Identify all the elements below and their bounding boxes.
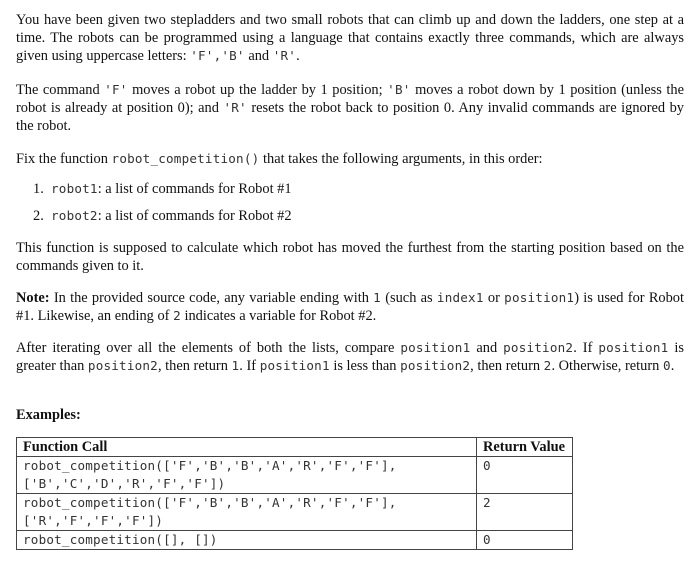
return-value: 0 [483, 532, 491, 547]
table-header-row [17, 438, 573, 457]
note-code: 1 [373, 290, 381, 305]
intro-code-fb: 'F','B' [190, 48, 245, 63]
return-value: 2 [483, 495, 491, 510]
note-label: Note: [16, 290, 50, 306]
commands-paragraph [16, 81, 684, 135]
arg-text: : a list of commands for Robot #1 [97, 181, 292, 197]
after-text: is greater than [16, 340, 684, 374]
return-value-cell [477, 531, 573, 550]
after-code: 2 [543, 358, 552, 373]
after-text: . If [573, 340, 599, 356]
examples-label: Examples: [16, 407, 81, 423]
note-text: In the provided source code, any variable ending with [49, 290, 374, 306]
note-code: index1 [436, 290, 484, 305]
intro-text: You have been given two stepladders and two small robots that can climb up and down the ladders, one step at a time. The robots can be programmed using a language that contains exactly three commands, which are always given using uppercase letters: [16, 12, 684, 64]
after-code: position2 [503, 340, 574, 355]
table-row [17, 531, 573, 550]
header-function-call: Function Call [17, 438, 477, 457]
note-code: 2 [173, 308, 181, 323]
return-value-cell [477, 457, 573, 494]
list-item [33, 207, 292, 234]
function-call-cell [17, 494, 477, 531]
note-code: position1 [504, 290, 575, 305]
after-code: position1 [598, 340, 669, 355]
note-paragraph [16, 289, 684, 325]
after-text: and [470, 340, 504, 356]
header-return-value: Return Value [477, 438, 573, 457]
arg-code: robot1 [51, 181, 98, 196]
table-row [17, 494, 573, 531]
after-text: , then return [157, 358, 232, 374]
function-name: robot_competition() [111, 151, 260, 166]
after-code: 0 [662, 358, 671, 373]
call-line: ['R','F','F','F']) [23, 513, 164, 528]
list-item [33, 180, 292, 207]
call-line: robot_competition([], []) [23, 532, 218, 547]
code-r: 'R' [223, 100, 247, 115]
after-text: , then return [470, 358, 544, 374]
note-text: or [483, 290, 505, 306]
intro-paragraph [16, 11, 684, 65]
after-code: position1 [400, 340, 471, 355]
after-paragraph [16, 339, 684, 375]
after-code: position2 [87, 358, 158, 373]
code-f: 'F' [104, 82, 128, 97]
call-line: robot_competition(['F','B','B','A','R','F','F'], [23, 458, 397, 473]
after-text: is less than [329, 358, 401, 374]
commands-text: moves a robot up the ladder by 1 position; [127, 82, 388, 98]
after-code: 1 [231, 358, 240, 373]
arg-code: robot2 [51, 208, 98, 223]
after-text: . [670, 358, 675, 374]
note-text: indicates a variable for Robot #2. [180, 308, 377, 324]
note-text: ) is used for Robot #1. Likewise, an ending of [16, 290, 685, 324]
fix-paragraph [16, 150, 684, 168]
after-code: position1 [259, 358, 330, 373]
fix-text: Fix the function [16, 151, 112, 167]
commands-text: The command [16, 82, 105, 98]
call-line: robot_competition(['F','B','B','A','R','F','F'], [23, 495, 397, 510]
after-text: . Otherwise, return [551, 358, 663, 374]
note-text: (such as [380, 290, 437, 306]
arg-text: : a list of commands for Robot #2 [97, 208, 292, 224]
after-text: After iterating over all the elements of both the lists, compare [16, 340, 401, 356]
call-line: ['B','C','D','R','F','F']) [23, 476, 226, 491]
function-call-cell [17, 531, 477, 550]
after-text: . If [239, 358, 260, 374]
intro-text: . [296, 48, 300, 64]
table-row [17, 457, 573, 494]
intro-code-r: 'R' [272, 48, 297, 63]
examples-table [16, 437, 573, 550]
argument-list [33, 180, 292, 234]
commands-text: resets the robot back to position 0. Any invalid commands are ignored by the robot. [16, 100, 684, 134]
list-number: 1. [33, 181, 44, 197]
return-value: 0 [483, 458, 491, 473]
code-b: 'B' [387, 82, 411, 97]
return-value-cell [477, 494, 573, 531]
examples-heading [16, 406, 684, 424]
intro-text: and [244, 48, 273, 64]
function-call-cell [17, 457, 477, 494]
after-code: position2 [400, 358, 471, 373]
commands-text: moves a robot down by 1 position (unless the robot is already at position 0); and [16, 82, 684, 116]
list-number: 2. [33, 208, 44, 224]
fix-text: that takes the following arguments, in this order: [259, 151, 543, 167]
purpose-paragraph: This function is supposed to calculate which robot has moved the furthest from the starting position based on the commands given to it. [16, 240, 684, 274]
